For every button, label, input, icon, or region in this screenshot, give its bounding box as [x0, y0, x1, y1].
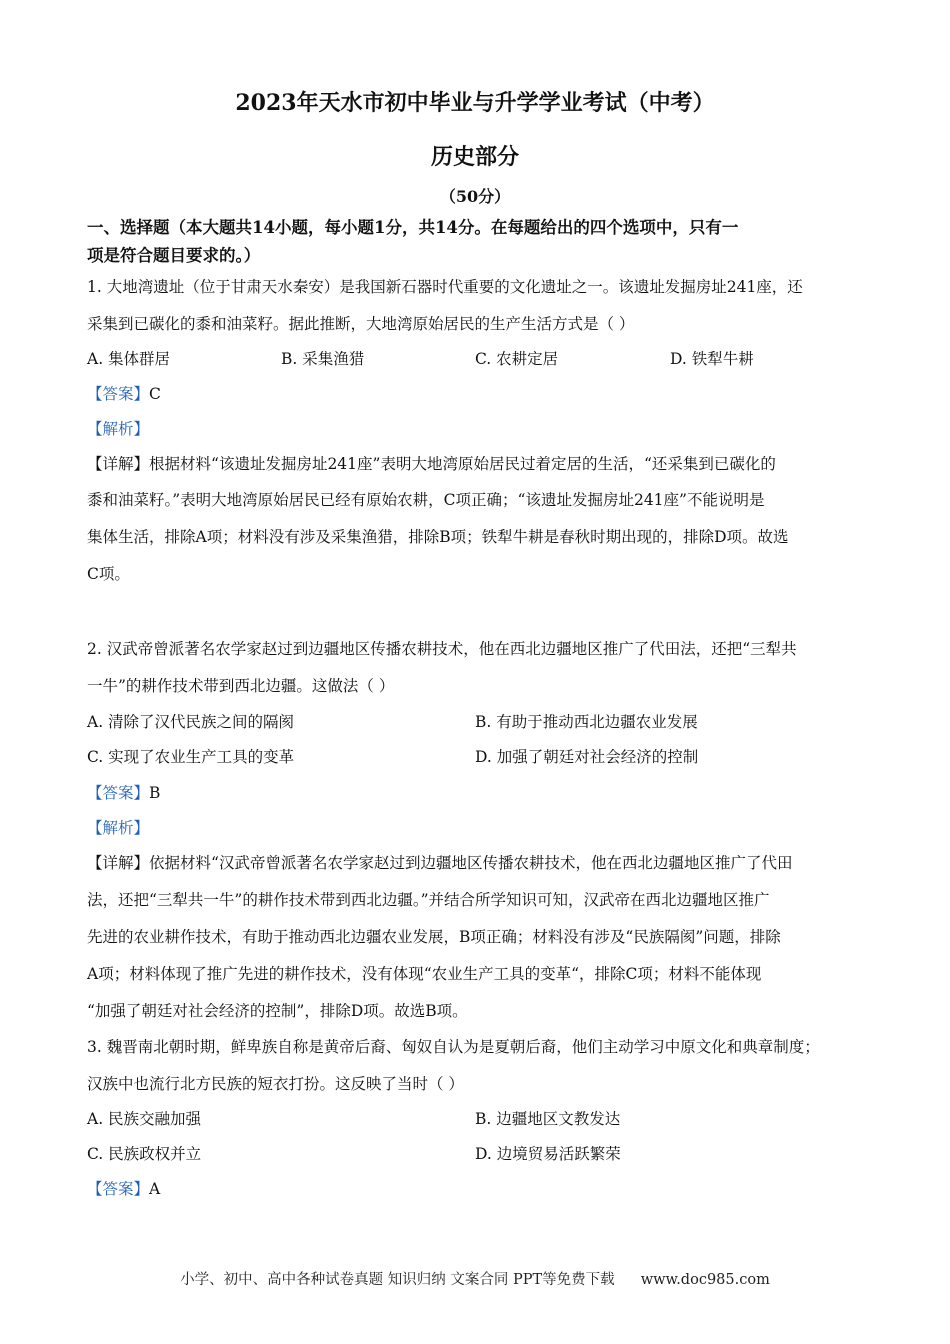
question-1-stem: 1. 大地湾遗址（位于甘肃天水秦安）是我国新石器时代重要的文化遗址之一。该遗址发掘房址241座，还: [87, 278, 803, 296]
footer-text: 小学、初中、高中各种试卷真题 知识归纳 文案合同 PPT等免费下载: [180, 1272, 615, 1288]
answer-tag: 【答案】: [87, 1180, 150, 1198]
option-d: D. 铁犁牛耕: [670, 350, 754, 368]
section-heading: [87, 214, 877, 270]
score-label: （50分）: [439, 187, 511, 206]
answer-line: [87, 1178, 160, 1200]
section-heading-line: 项是符合题目要求的。）: [87, 246, 261, 265]
answer-value: C: [149, 385, 161, 403]
detail-line: 先进的农业耕作技术，有助于推动西北边疆农业发展，B项正确；材料没有涉及“民族隔阂”问题，排除: [87, 928, 781, 946]
option-c: C. 农耕定居: [475, 350, 559, 368]
detail-line: 法，还把“三犁共一牛”的耕作技术带到西北边疆。”并结合所学知识可知，汉武帝在西北边疆地区推广: [87, 891, 770, 909]
answer-value: B: [149, 784, 161, 802]
detail-text: 根据材料“该遗址发掘房址241座”表明大地湾原始居民过着定居的生活，“还采集到已碳化的: [149, 455, 776, 473]
option-a: A. 集体群居: [87, 350, 171, 368]
answer-tag: 【答案】: [87, 784, 150, 802]
question-1-stem: 采集到已碳化的黍和油菜籽。据此推断，大地湾原始居民的生产生活方式是（ ）: [87, 315, 635, 333]
detail-text: 依据材料“汉武帝曾派著名农学家赵过到边疆地区传播农耕技术，他在西北边疆地区推广了代田: [149, 854, 793, 872]
answer-line: [87, 782, 160, 804]
detail-line: [87, 852, 792, 874]
detail-line: A项；材料体现了推广先进的耕作技术，没有体现“农业生产工具的变革“，排除C项；材料不能体现: [87, 965, 762, 983]
detail-line: 集体生活，排除A项；材料没有涉及采集渔猎，排除B项；铁犁牛耕是春秋时期出现的，排除D项。故选: [87, 528, 789, 546]
analysis-line: [87, 817, 149, 839]
question-2-stem: 一牛”的耕作技术带到西北边疆。这做法（ ）: [87, 677, 395, 695]
detail-line: C项。: [87, 565, 130, 583]
section-heading-line: 一、选择题（本大题共14小题，每小题1分，共14分。在每题给出的四个选项中，只有一: [87, 218, 739, 237]
answer-line: [87, 383, 161, 405]
detail-tag: 【详解】: [87, 854, 150, 872]
answer-tag: 【答案】: [87, 385, 150, 403]
analysis-line: [87, 418, 149, 440]
page-footer: [0, 1268, 950, 1289]
option-c: C. 民族政权并立: [87, 1145, 202, 1163]
question-3-stem: 汉族中也流行北方民族的短衣打扮。这反映了当时（ ）: [87, 1075, 464, 1093]
analysis-tag: 【解析】: [87, 819, 150, 837]
detail-line: [87, 453, 776, 475]
option-a: A. 清除了汉代民族之间的隔阂: [87, 713, 295, 731]
option-d: D. 加强了朝廷对社会经济的控制: [475, 748, 699, 766]
subject-title: 历史部分: [430, 144, 519, 170]
option-d: D. 边境贸易活跃繁荣: [475, 1145, 621, 1163]
detail-line: 黍和油菜籽。”表明大地湾原始居民已经有原始农耕，C项正确；“该遗址发掘房址241座”不能说明是: [87, 491, 765, 509]
footer-url[interactable]: www.doc985.com: [640, 1272, 770, 1288]
answer-value: A: [149, 1180, 161, 1198]
exam-title: 2023年天水市初中毕业与升学学业考试（中考）: [235, 90, 715, 116]
option-a: A. 民族交融加强: [87, 1110, 202, 1128]
option-c: C. 实现了农业生产工具的变革: [87, 748, 295, 766]
option-b: B. 有助于推动西北边疆农业发展: [475, 713, 698, 731]
analysis-tag: 【解析】: [87, 420, 150, 438]
detail-line: “加强了朝廷对社会经济的控制”，排除D项。故选B项。: [87, 1002, 468, 1020]
option-b: B. 采集渔猎: [281, 350, 365, 368]
option-b: B. 边疆地区文教发达: [475, 1110, 621, 1128]
question-3-stem: 3. 魏晋南北朝时期，鲜卑族自称是黄帝后裔、匈奴自认为是夏朝后裔，他们主动学习中原文化和典章制度；: [87, 1038, 820, 1056]
question-2-stem: 2. 汉武帝曾派著名农学家赵过到边疆地区传播农耕技术，他在西北边疆地区推广了代田法，还把“三犁共: [87, 640, 797, 658]
detail-tag: 【详解】: [87, 455, 150, 473]
